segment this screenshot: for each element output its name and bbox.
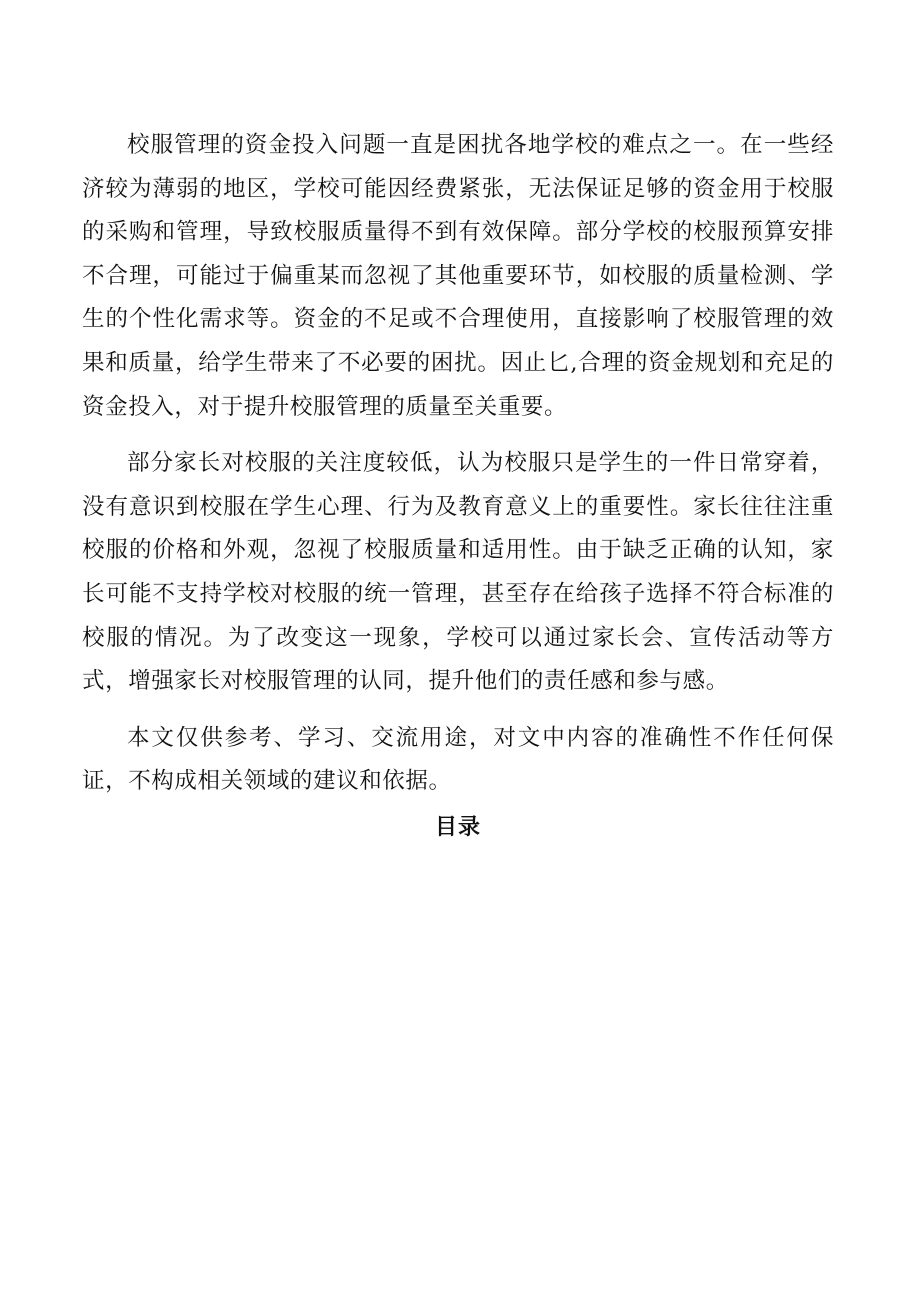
paragraph-parents: 部分家长对校服的关注度较低，认为校服只是学生的一件日常穿着，没有意识到校服在学生心理、行为及教育意义上的重要性。家长往往注重校服的价格和外观，忽视了校服质量和适用性。由于缺乏正确的认知，家长可能不支持学校对校服的统一管理，甚至存在给孩子选择不符合标准的校服的情况。为了改变这一现象，学校可以通过家长会、宣传活动等方式，增强家长对校服管理的认同，提升他们的责任感和参与感。 [82,450,834,695]
paragraph-disclaimer: 本文仅供参考、学习、交流用途，对文中内容的准确性不作任何保证，不构成相关领域的建议和依据。 [82,724,834,795]
toc-heading: 目录 [434,814,481,840]
document-body [82,124,834,848]
paragraph-funding: 校服管理的资金投入问题一直是困扰各地学校的难点之一。在一些经济较为薄弱的地区，学校可能因经费紧张，无法保证足够的资金用于校服的采购和管理，导致校服质量得不到有效保障。部分学校的校服预算安排不合理，可能过于偏重某而忽视了其他重要环节，如校服的质量检测、学生的个性化需求等。资金的不足或不合理使用，直接影响了校服管理的效果和质量，给学生带来了不必要的困扰。因止匕,合理的资金规划和充足的资金投入，对于提升校服管理的质量至关重要。 [82,132,834,420]
